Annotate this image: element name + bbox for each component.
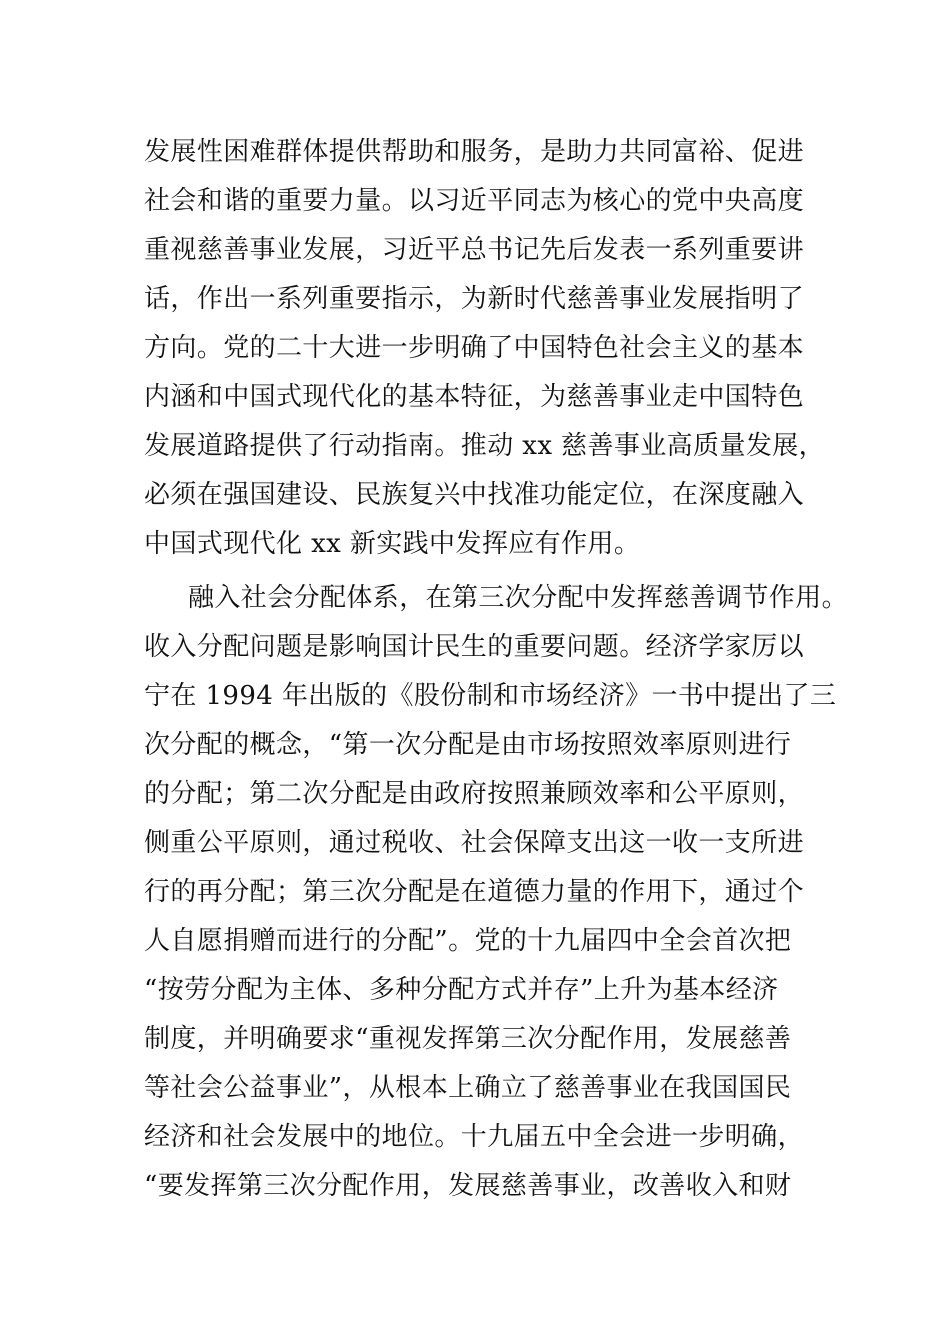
paragraph-line: 发展性困难群体提供帮助和服务，是助力共同富裕、促进	[144, 137, 805, 167]
paragraph-line: 必须在强国建设、民族复兴中找准功能定位，在深度融入	[144, 480, 805, 510]
paragraph-line: 次分配的概念，“第一次分配是由市场按照效率原则进行	[144, 730, 792, 760]
paragraph-line: 宁在 1994 年出版的《股份制和市场经济》一书中提出了三	[144, 681, 837, 711]
paragraph-line: 侧重公平原则，通过税收、社会保障支出这一收一支所进	[144, 828, 805, 858]
paragraph-line: 制度，并明确要求“重视发挥第三次分配作用，发展慈善	[144, 1024, 792, 1054]
paragraph-line: 发展道路提供了行动指南。推动 xx 慈善事业高质量发展，	[144, 431, 826, 461]
paragraph-line: 人自愿捐赠而进行的分配”。党的十九届四中全会首次把	[144, 926, 792, 956]
paragraph-line: “按劳分配为主体、多种分配方式并存”上升为基本经济	[144, 975, 779, 1005]
paragraph-line: 的分配；第二次分配是由政府按照兼顾效率和公平原则，	[144, 779, 805, 809]
paragraph-line: 经济和社会发展中的地位。十九届五中全会进一步明确，	[144, 1122, 805, 1152]
paragraph-line: 重视慈善事业发展，习近平总书记先后发表一系列重要讲	[144, 235, 805, 265]
paragraph-line: 社会和谐的重要力量。以习近平同志为核心的党中央高度	[144, 186, 805, 216]
paragraph-line: 方向。党的二十大进一步明确了中国特色社会主义的基本	[144, 333, 805, 363]
paragraph-line: “要发挥第三次分配作用，发展慈善事业，改善收入和财	[144, 1171, 792, 1201]
paragraph-line: 话，作出一系列重要指示，为新时代慈善事业发展指明了	[144, 284, 805, 314]
paragraph-line: 内涵和中国式现代化的基本特征，为慈善事业走中国特色	[144, 382, 805, 412]
paragraph-line: 行的再分配；第三次分配是在道德力量的作用下，通过个	[144, 877, 805, 907]
paragraph-line: 中国式现代化 xx 新实践中发挥应有作用。	[144, 529, 641, 559]
paragraph-line: 等社会公益事业”，从根本上确立了慈善事业在我国国民	[144, 1073, 792, 1103]
paragraph-line: 融入社会分配体系，在第三次分配中发挥慈善调节作用。	[188, 583, 849, 613]
paragraph-line: 收入分配问题是影响国计民生的重要问题。经济学家厉以	[144, 632, 805, 662]
